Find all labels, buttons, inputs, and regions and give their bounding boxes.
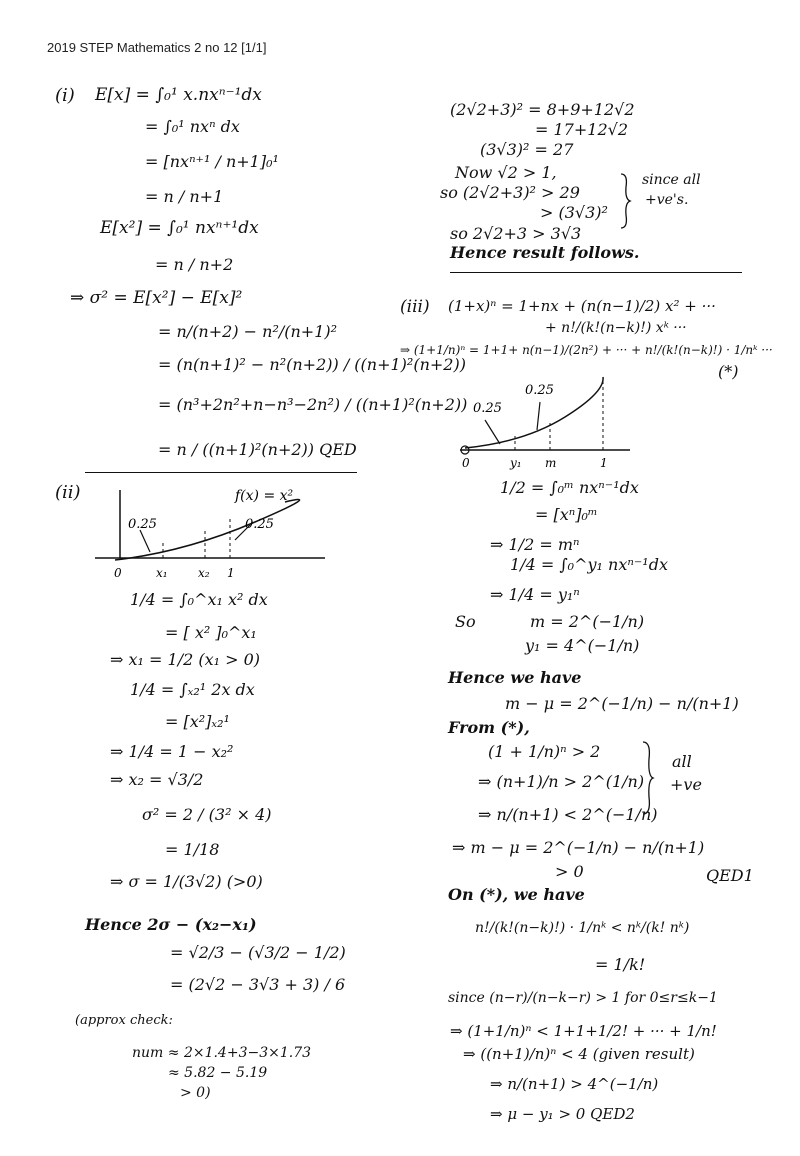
part-iii-line-17: n!/(k!(n−k)!) · 1/nᵏ < nᵏ/(k! nᵏ) — [475, 920, 690, 936]
part-i-line-10: = (n³+2n²+n−n³−2n²) / ((n+1)²(n+2)) — [158, 395, 468, 414]
right-top-line-1: (2√2+3)² = 8+9+12√2 — [450, 100, 635, 119]
right-top-line-8: Hence result follows. — [450, 243, 640, 262]
part-ii-line-10: ⇒ σ = 1/(3√2) (>0) — [110, 872, 263, 891]
part-iii-line-23: ⇒ μ − y₁ > 0 QED2 — [490, 1105, 635, 1123]
part-iii-exp-2: + n!/(k!(n−k)!) xᵏ ··· — [545, 320, 687, 336]
page-header: 2019 STEP Mathematics 2 no 12 [1/1] — [47, 40, 267, 55]
area-label-right: 0.25 — [245, 517, 274, 532]
right-top-line-4: Now √2 > 1, — [455, 163, 557, 182]
tick-1: 1 — [227, 566, 235, 580]
part-iii-line-12: ⇒ (n+1)/n > 2^(1/n) — [478, 772, 645, 791]
brace-top — [618, 172, 632, 230]
right-top-line-2: = 17+12√2 — [535, 120, 628, 139]
part-ii-graph — [90, 480, 330, 585]
part-ii-label: (ii) — [55, 482, 81, 503]
part-iii-line-5: ⇒ 1/4 = y₁ⁿ — [490, 585, 580, 604]
part-iii-line-8: Hence we have — [448, 668, 582, 687]
part-i-line-11: = n / ((n+1)²(n+2)) QED — [158, 440, 357, 459]
approx-check-2: num ≈ 2×1.4+3−3×1.73 — [132, 1045, 312, 1061]
part-iii-line-4: 1/4 = ∫₀^y₁ nxⁿ⁻¹dx — [510, 555, 668, 574]
section-divider-left — [85, 472, 357, 473]
part-iii-line-7: y₁ = 4^(−1/n) — [525, 636, 640, 655]
iii-tick-m: m — [545, 456, 557, 470]
right-top-line-7: so 2√2+3 > 3√3 — [450, 224, 582, 243]
part-i-line-9: = (n(n+1)² − n²(n+2)) / ((n+1)²(n+2)) — [158, 355, 466, 374]
part-iii-line-9: m − μ = 2^(−1/n) − n/(n+1) — [505, 694, 739, 713]
brace-note2-2: +ve — [670, 775, 702, 794]
iii-tick-y1: y₁ — [510, 456, 522, 470]
part-iii-line-11: (1 + 1/n)ⁿ > 2 — [488, 742, 601, 761]
part-ii-line-9: = 1/18 — [165, 840, 220, 859]
right-top-line-5: so (2√2+3)² > 29 — [440, 183, 580, 202]
part-i-line-2: = ∫₀¹ nxⁿ dx — [145, 117, 240, 136]
part-ii-line-1: 1/4 = ∫₀^x₁ x² dx — [130, 590, 268, 609]
star-label: (*) — [718, 362, 739, 381]
iii-tick-0: 0 — [462, 456, 470, 470]
qed1-label: QED1 — [706, 866, 754, 885]
iii-tick-1: 1 — [600, 456, 608, 470]
iii-area-label-a: 0.25 — [473, 401, 502, 416]
brace-middle — [640, 740, 656, 816]
part-iii-line-20: ⇒ (1+1/n)ⁿ < 1+1+1/2! + ··· + 1/n! — [450, 1022, 717, 1040]
part-ii-line-5: = [x²]ₓ₂¹ — [165, 712, 230, 731]
part-iii-label: (iii) — [400, 297, 430, 317]
part-i-line-1: E[x] = ∫₀¹ x.nxⁿ⁻¹dx — [95, 85, 262, 105]
part-ii-line-8: σ² = 2 / (3² × 4) — [142, 805, 272, 824]
tick-x2: x₂ — [198, 566, 210, 580]
part-i-label: (i) — [55, 85, 75, 106]
approx-check-1: (approx check: — [75, 1013, 173, 1028]
tick-0: 0 — [114, 566, 122, 580]
part-iii-line-1: 1/2 = ∫₀ᵐ nxⁿ⁻¹dx — [500, 478, 639, 497]
part-i-line-8: = n/(n+2) − n²/(n+1)² — [158, 322, 338, 341]
section-divider-right — [450, 272, 742, 273]
part-ii-line-6: ⇒ 1/4 = 1 − x₂² — [110, 742, 234, 761]
part-iii-line-13: ⇒ n/(n+1) < 2^(−1/n) — [478, 805, 658, 824]
brace-note-1: since all — [642, 172, 701, 188]
part-i-line-3: = [nxⁿ⁺¹ / n+1]₀¹ — [145, 152, 279, 171]
curve-label: f(x) = x² — [235, 488, 294, 504]
tick-x1: x₁ — [156, 566, 168, 580]
part-iii-line-19: since (n−r)/(n−k−r) > 1 for 0≤r≤k−1 — [448, 990, 718, 1006]
part-iii-line-15: > 0 — [555, 862, 584, 881]
approx-check-4: > 0) — [180, 1085, 211, 1101]
brace-note-2: +ve's. — [645, 192, 689, 208]
part-iii-exp-1: (1+x)ⁿ = 1+nx + (n(n−1)/2) x² + ··· — [448, 297, 716, 315]
part-ii-line-13: = (2√2 − 3√3 + 3) / 6 — [170, 975, 346, 994]
right-top-line-3: (3√3)² = 27 — [480, 140, 574, 159]
part-i-line-5: E[x²] = ∫₀¹ nxⁿ⁺¹dx — [100, 218, 259, 238]
part-iii-line-3: ⇒ 1/2 = mⁿ — [490, 535, 580, 554]
part-iii-line-18: = 1/k! — [595, 955, 646, 974]
iii-area-label-b: 0.25 — [525, 383, 554, 398]
part-ii-line-3: ⇒ x₁ = 1/2 (x₁ > 0) — [110, 650, 261, 669]
part-iii-line-14: ⇒ m − μ = 2^(−1/n) − n/(n+1) — [452, 838, 705, 857]
part-iii-line-22: ⇒ n/(n+1) > 4^(−1/n) — [490, 1075, 659, 1093]
area-label-left: 0.25 — [128, 517, 157, 532]
part-iii-line-2: = [xⁿ]₀ᵐ — [535, 505, 598, 524]
part-ii-line-7: ⇒ x₂ = √3/2 — [110, 770, 204, 789]
part-ii-line-2: = [ x² ]₀^x₁ — [165, 623, 257, 642]
part-i-line-7: ⇒ σ² = E[x²] − E[x]² — [70, 288, 243, 308]
part-iii-line-16: On (*), we have — [448, 885, 585, 904]
part-iii-line-10: From (*), — [448, 718, 530, 737]
part-iii-line-6: m = 2^(−1/n) — [530, 612, 645, 631]
part-iii-line-21: ⇒ ((n+1)/n)ⁿ < 4 (given result) — [463, 1045, 695, 1063]
right-top-line-6: > (3√3)² — [540, 203, 608, 222]
brace-note2-1: all — [672, 752, 692, 771]
part-iii-exp-3: ⇒ (1+1/n)ⁿ = 1+1+ n(n−1)/(2n²) + ··· + n!/(k!(n−k)!) · 1/nᵏ ··· — [400, 343, 773, 357]
part-ii-line-11: Hence 2σ − (x₂−x₁) — [85, 915, 257, 934]
approx-check-3: ≈ 5.82 − 5.19 — [168, 1065, 268, 1081]
so-label: So — [455, 612, 476, 631]
part-ii-line-4: 1/4 = ∫ₓ₂¹ 2x dx — [130, 680, 255, 699]
part-i-line-6: = n / n+2 — [155, 255, 234, 274]
part-iii-graph — [455, 372, 635, 472]
part-ii-line-12: = √2/3 − (√3/2 − 1/2) — [170, 943, 346, 962]
part-i-line-4: = n / n+1 — [145, 187, 224, 206]
